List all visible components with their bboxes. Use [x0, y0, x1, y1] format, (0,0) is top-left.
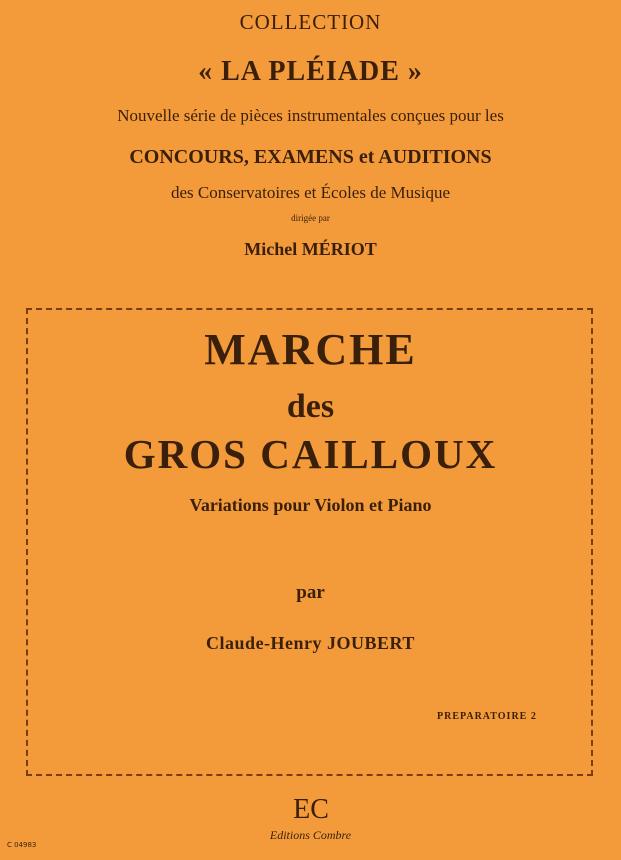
collection-label: COLLECTION	[239, 10, 382, 34]
series-name: « LA PLÉIADE »	[198, 56, 423, 87]
director-name: Michel MÉRIOT	[244, 239, 377, 259]
catalog-number: C 04983	[7, 841, 37, 849]
institutions-line: des Conservatoires et Écoles de Musique	[170, 183, 450, 202]
work-description: Variations pour Violon et Piano	[189, 495, 432, 515]
title-line-3: GROS CAILLOUX	[123, 431, 498, 477]
series-subtitle: Nouvelle série de pièces instrumentales conçues pour les	[117, 106, 504, 125]
directed-by-label: dirigée par	[291, 213, 330, 223]
level-label: PREPARATOIRE 2	[437, 711, 537, 722]
occasions-line: CONCOURS, EXAMENS et AUDITIONS	[129, 146, 492, 168]
by-label: par	[296, 582, 325, 603]
composer-name: Claude-Henry JOUBERT	[206, 633, 415, 653]
title-line-1: MARCHE	[204, 325, 417, 374]
title-line-2: des	[286, 388, 335, 425]
publisher-name: Editions Combre	[269, 828, 352, 842]
title-frame	[26, 308, 593, 776]
publisher-logo	[280, 793, 342, 823]
publisher-logo-text: EC	[293, 794, 329, 823]
